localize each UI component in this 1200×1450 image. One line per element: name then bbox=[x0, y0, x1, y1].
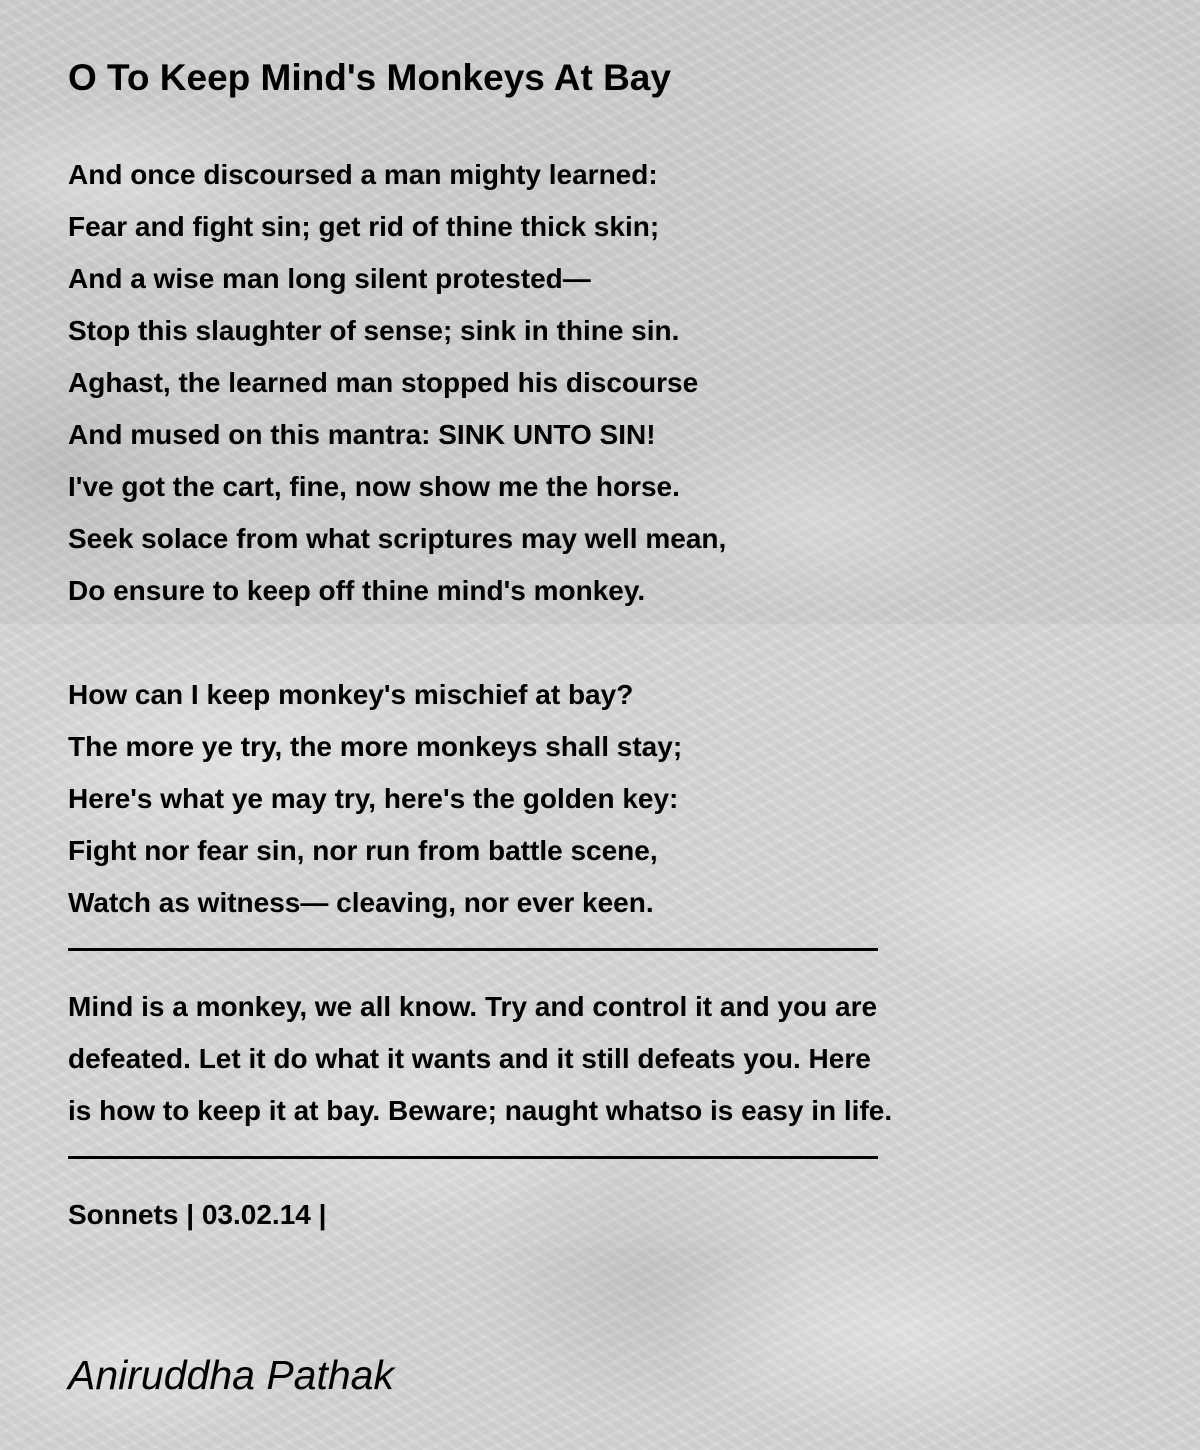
poem-line: Watch as witness— cleaving, nor ever keen. bbox=[68, 887, 654, 918]
stanza-1 bbox=[68, 149, 1148, 617]
poem-line: Aghast, the learned man stopped his discourse bbox=[68, 367, 699, 398]
note-line: is how to keep it at bay. Beware; naught whatso is easy in life. bbox=[68, 1095, 893, 1126]
poem-line: Here's what ye may try, here's the golden key: bbox=[68, 783, 679, 814]
divider-rule bbox=[68, 929, 1148, 981]
poem-line: I've got the cart, fine, now show me the horse. bbox=[68, 471, 680, 502]
author-note bbox=[68, 981, 1148, 1137]
stanza-spacer bbox=[68, 617, 1148, 669]
poem-line: How can I keep monkey's mischief at bay? bbox=[68, 679, 634, 710]
poem-body bbox=[68, 149, 1148, 1241]
poem-line: Stop this slaughter of sense; sink in thine sin. bbox=[68, 315, 680, 346]
poem-line: And a wise man long silent protested— bbox=[68, 263, 591, 294]
poem-line: Do ensure to keep off thine mind's monkey. bbox=[68, 575, 646, 606]
author-name: Aniruddha Pathak bbox=[68, 1352, 394, 1398]
poem-line: Fight nor fear sin, nor run from battle scene, bbox=[68, 835, 658, 866]
poem-line: The more ye try, the more monkeys shall stay; bbox=[68, 731, 683, 762]
poem-line: Seek solace from what scriptures may well mean, bbox=[68, 523, 727, 554]
stanza-2 bbox=[68, 669, 1148, 929]
poem-footer: Sonnets | 03.02.14 | bbox=[68, 1199, 327, 1230]
poem-line: Fear and fight sin; get rid of thine thick skin; bbox=[68, 211, 660, 242]
poem-title: O To Keep Mind's Monkeys At Bay bbox=[68, 57, 671, 98]
poem-line: And mused on this mantra: SINK UNTO SIN! bbox=[68, 419, 656, 450]
note-line: defeated. Let it do what it wants and it still defeats you. Here bbox=[68, 1043, 871, 1074]
divider-rule bbox=[68, 1137, 1148, 1189]
poem-line: And once discoursed a man mighty learned: bbox=[68, 159, 658, 190]
note-line: Mind is a monkey, we all know. Try and control it and you are bbox=[68, 991, 878, 1022]
